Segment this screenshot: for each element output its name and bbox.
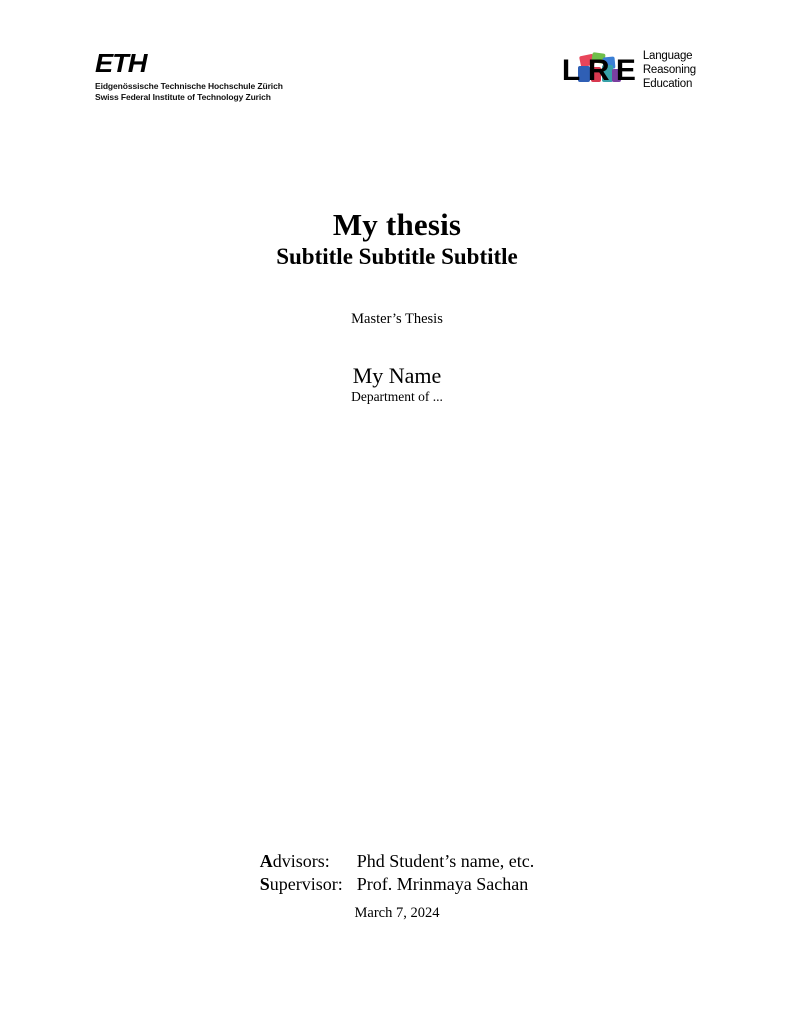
eth-logo (95, 50, 395, 104)
table-row (260, 851, 534, 874)
supervisor-label-initial: S (259, 874, 270, 894)
supervisor-label (260, 874, 357, 897)
advisors-label (260, 851, 357, 874)
lre-letter-r: R (587, 53, 610, 87)
lre-logo-wordmark (643, 48, 696, 91)
lre-logo-mark-icon (562, 53, 638, 87)
supervisor-label-rest: upervisor: (269, 874, 343, 894)
eth-wordmark: ETH (95, 48, 147, 78)
advisors-value: Phd Student’s name, etc. (356, 851, 535, 871)
lre-letter-e: E (615, 53, 636, 87)
lre-word-education: Education (642, 78, 693, 91)
lre-word-language: Language (642, 50, 693, 62)
advisors-block (0, 851, 794, 897)
advisors-label-rest: dvisors: (272, 851, 330, 871)
eth-name-de: Eidgenössische Technische Hochschule Zürich (95, 81, 283, 91)
department-name: Department of ... (351, 389, 443, 404)
advisors-label-initial: A (259, 851, 273, 871)
table-row (260, 874, 534, 897)
thesis-date: March 7, 2024 (354, 905, 440, 921)
lre-letter-l: L (561, 53, 581, 87)
eth-name-en: Swiss Federal Institute of Technology Zurich (95, 92, 271, 103)
thesis-type: Master’s Thesis (351, 311, 443, 327)
page-subtitle: Subtitle Subtitle Subtitle (276, 244, 518, 269)
author-name: My Name (352, 363, 442, 388)
supervisor-value: Prof. Mrinmaya Sachan (356, 874, 529, 894)
advisors-table (260, 851, 534, 897)
page-title: My thesis (332, 207, 462, 242)
lre-word-reasoning: Reasoning (642, 64, 696, 77)
lre-lab-logo (562, 48, 696, 91)
eth-institution-names (95, 81, 395, 104)
